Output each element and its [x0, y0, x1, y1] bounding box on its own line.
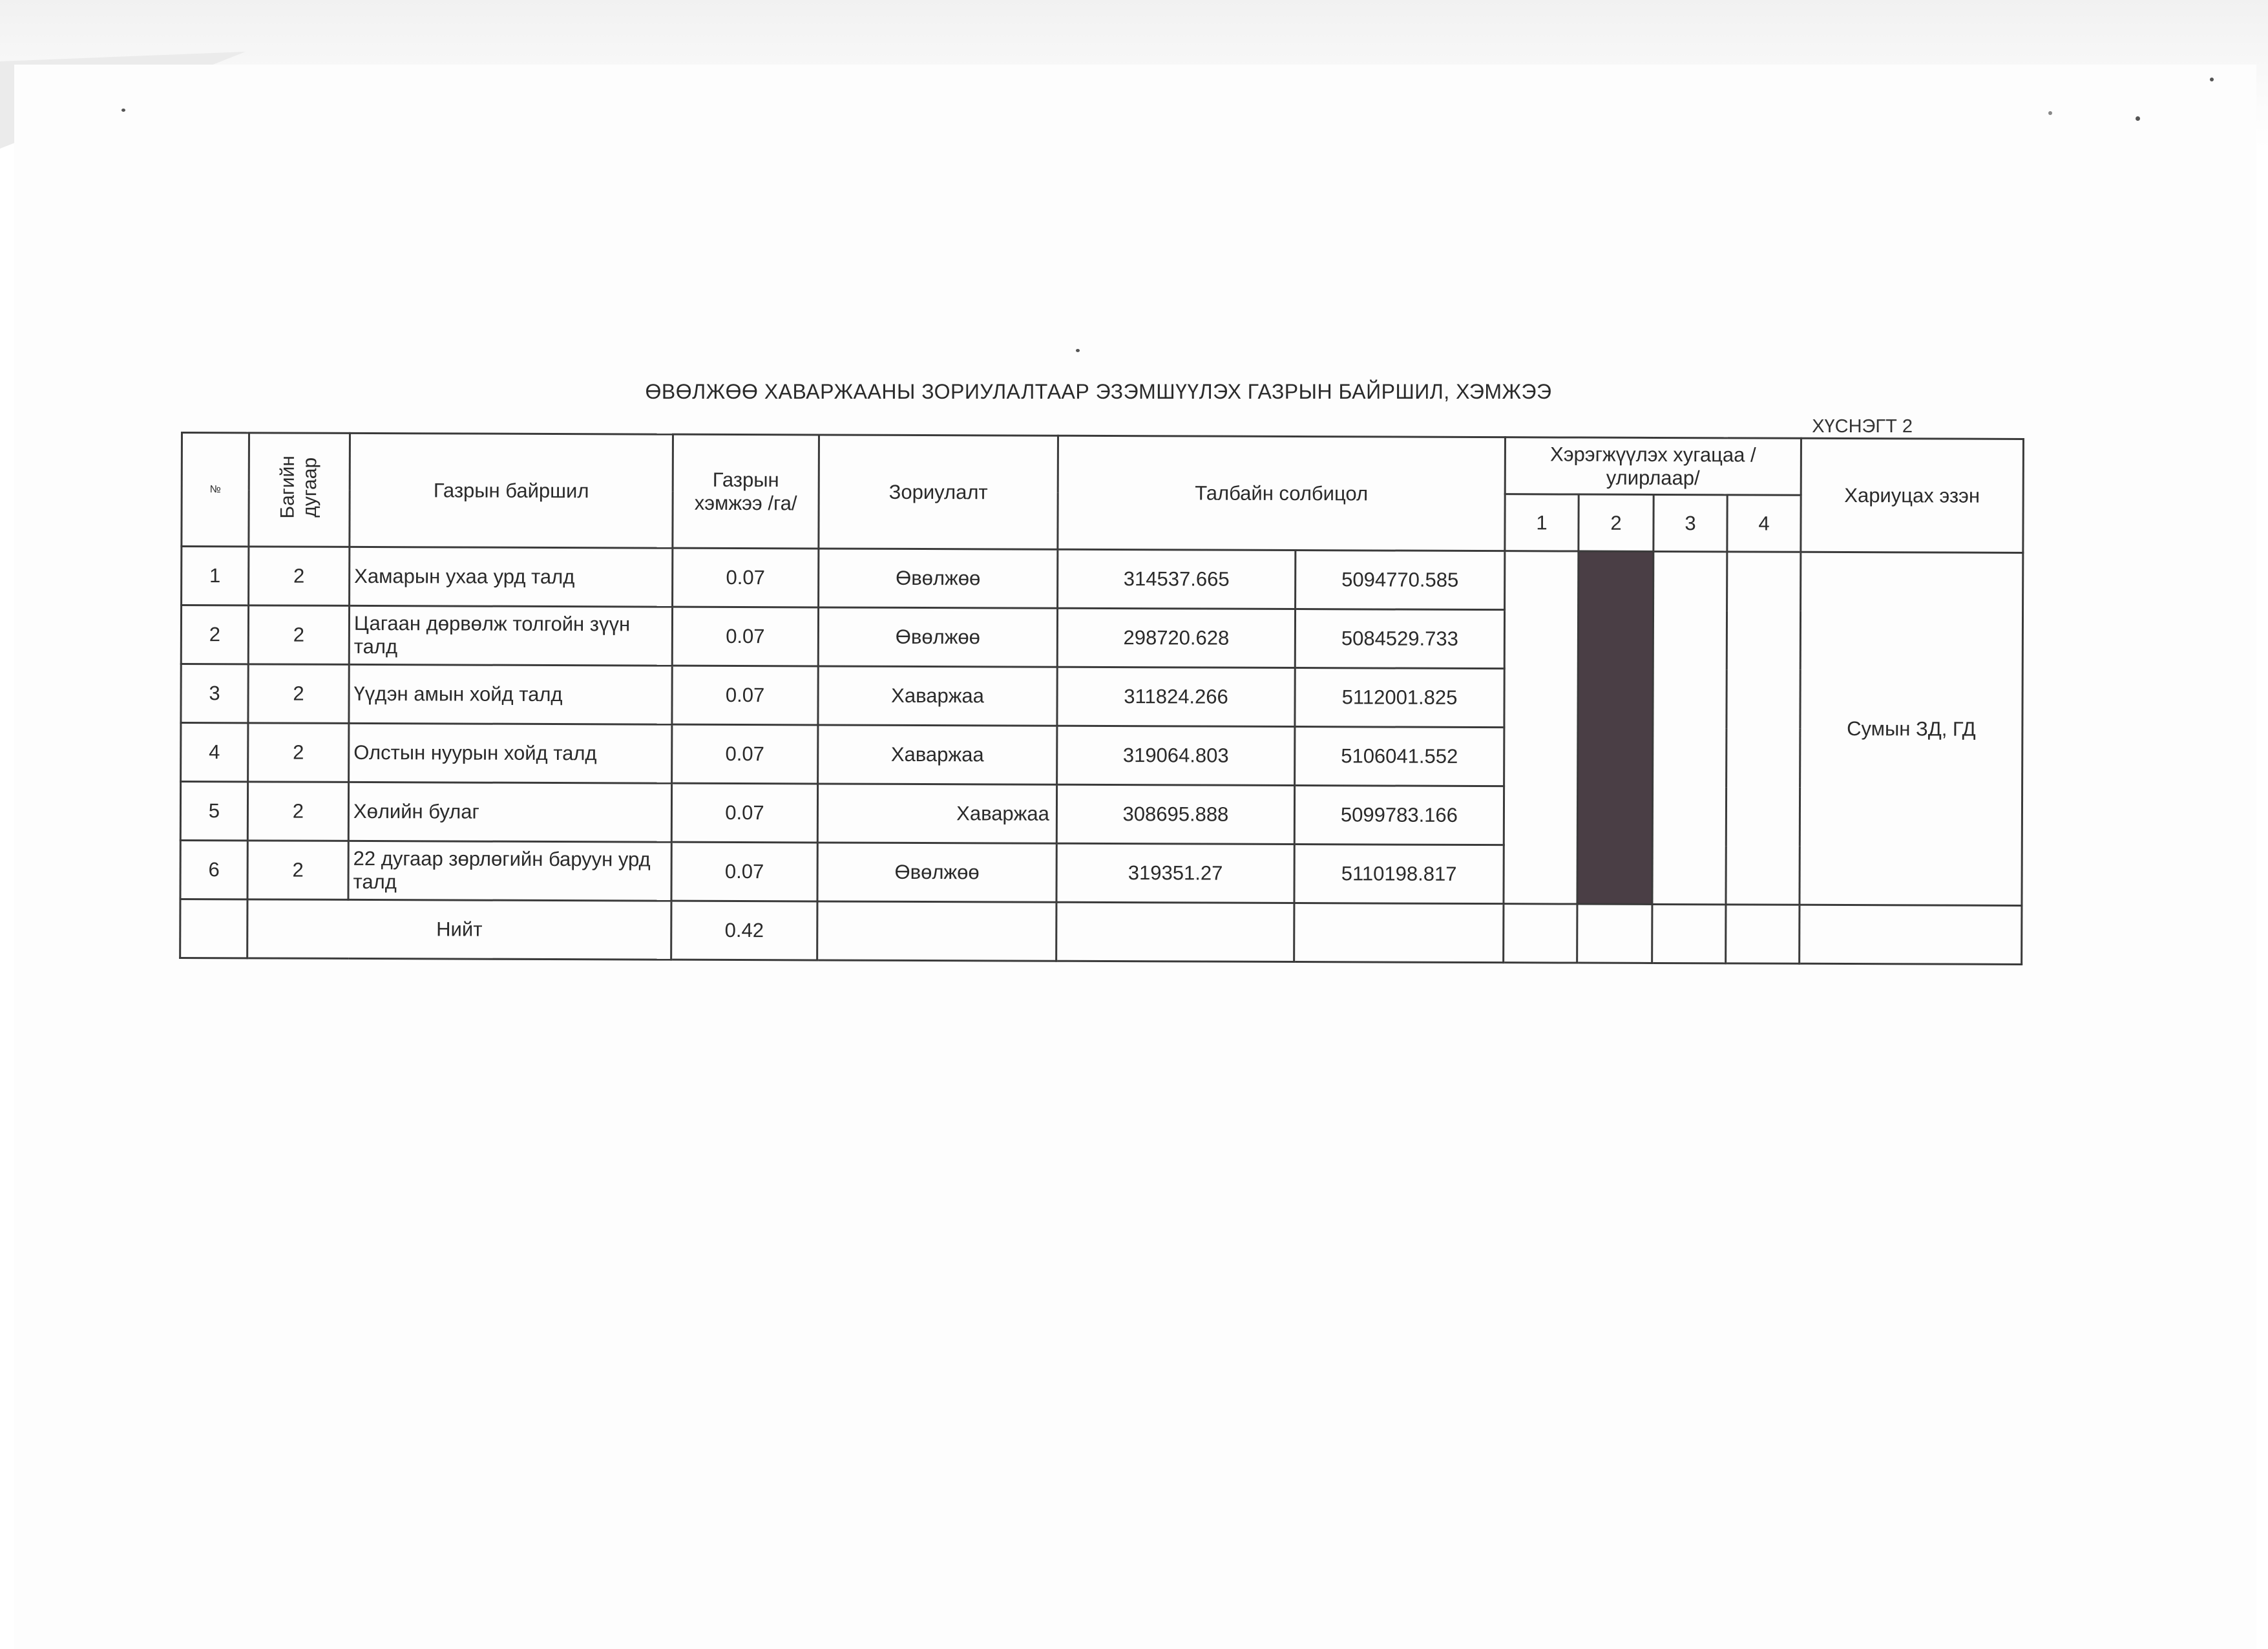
cell-location: Цагаан дөрвөлж толгойн зүүн талд: [349, 605, 672, 666]
header-season-2: 2: [1579, 494, 1654, 551]
cell-purpose: Хаваржаа: [818, 725, 1057, 784]
total-empty-cell: [1056, 902, 1294, 961]
season-3-cell: [1652, 551, 1727, 904]
cell-coord-x: 314537.665: [1058, 549, 1296, 609]
cell-no: 5: [180, 782, 247, 841]
total-empty-cell: [817, 901, 1056, 961]
cell-coord-x: 308695.888: [1056, 784, 1294, 844]
cell-coord-y: 5084529.733: [1295, 609, 1504, 669]
total-empty-cell: [1726, 905, 1800, 963]
header-purpose: Зориулалт: [819, 435, 1058, 549]
header-area: Газрын хэмжээ /га/: [673, 434, 819, 549]
header-responsible: Хариуцах эзэн: [1801, 438, 2024, 552]
cell-coord-y: 5110198.817: [1294, 845, 1504, 904]
total-empty-cell: [1800, 905, 2022, 964]
cell-coord-y: 5112001.825: [1295, 668, 1504, 728]
season-2-marked-cell: [1577, 551, 1654, 904]
scan-speck: [121, 109, 125, 112]
total-empty-cell: [1294, 903, 1504, 963]
document-title: ӨВӨЛЖӨӨ ХАВАРЖААНЫ ЗОРИУЛАЛТААР ЭЗЭМШҮҮЛЭХ ГАЗРЫН БАЙРШИЛ, ХЭМЖЭЭ: [645, 380, 1552, 403]
cell-bag: 2: [248, 605, 349, 665]
header-season-1: 1: [1505, 494, 1579, 551]
total-empty-cell: [1504, 904, 1577, 963]
cell-area: 0.07: [671, 842, 817, 901]
cell-area: 0.07: [672, 607, 818, 666]
cell-area: 0.07: [672, 666, 818, 725]
header-bag-number-text: Багийн дугаар: [277, 456, 321, 519]
cell-location: Олстын нуурын хойд талд: [349, 723, 672, 783]
header-no: №: [182, 433, 249, 547]
cell-coord-x: 311824.266: [1057, 667, 1295, 726]
header-season-4: 4: [1727, 495, 1801, 552]
scan-speck: [2048, 111, 2052, 115]
total-row: [180, 899, 2022, 965]
cell-coord-y: 5094770.585: [1296, 551, 1505, 610]
header-bag-number: [249, 433, 350, 547]
season-4-cell: [1726, 552, 1801, 905]
header-season-3: 3: [1654, 494, 1727, 551]
cell-coord-y: 5106041.552: [1295, 727, 1504, 786]
season-1-cell: [1504, 551, 1579, 904]
header-season: Хэрэгжүүлэх хугацаа /улирлаар/: [1505, 437, 1801, 496]
cell-no: 1: [182, 547, 249, 605]
cell-no: 3: [181, 664, 248, 723]
cell-responsible: Сумын ЗД, ГД: [1800, 552, 2023, 905]
cell-location: Үүдэн амын хойд талд: [349, 664, 672, 724]
header-coordinates: Талбайн солбицол: [1058, 436, 1506, 551]
total-empty-cell: [180, 899, 247, 958]
cell-purpose: Хаваржаа: [817, 784, 1056, 843]
scan-speck: [2210, 78, 2214, 81]
cell-purpose: Өвөлжөө: [819, 549, 1058, 608]
cell-bag: 2: [249, 547, 350, 606]
scan-speck: [1076, 349, 1080, 352]
cell-bag: 2: [248, 664, 349, 724]
cell-coord-x: 319351.27: [1056, 843, 1294, 903]
cell-no: 6: [180, 841, 247, 899]
total-empty-cell: [1652, 904, 1726, 963]
cell-purpose: Хаваржаа: [818, 666, 1057, 726]
scan-speck: [2136, 116, 2140, 121]
annex-label: ХҮСНЭГТ 2: [1812, 416, 1913, 437]
cell-purpose: Өвөлжөө: [818, 607, 1057, 667]
cell-area: 0.07: [672, 724, 818, 784]
table-row: [182, 547, 2023, 612]
total-area: 0.42: [671, 901, 817, 960]
cell-location: Хамарын ухаа урд талд: [350, 547, 673, 607]
cell-no: 2: [181, 605, 248, 664]
total-label: Нийт: [247, 899, 671, 960]
cell-location: Хөлийн булаг: [348, 782, 671, 842]
cell-bag: 2: [247, 841, 348, 900]
header-location: Газрын байршил: [350, 433, 673, 548]
cell-area: 0.07: [671, 783, 817, 843]
cell-purpose: Өвөлжөө: [817, 843, 1056, 902]
cell-coord-y: 5099783.166: [1294, 786, 1504, 845]
land-table: [179, 432, 2024, 965]
cell-area: 0.07: [673, 548, 819, 607]
cell-location: 22 дугаар зөрлөгийн баруун урд талд: [348, 841, 671, 901]
cell-coord-x: 298720.628: [1057, 608, 1295, 667]
cell-bag: 2: [247, 782, 348, 841]
cell-bag: 2: [248, 723, 349, 782]
cell-no: 4: [181, 723, 248, 782]
total-empty-cell: [1577, 904, 1652, 963]
cell-coord-x: 319064.803: [1057, 726, 1295, 785]
